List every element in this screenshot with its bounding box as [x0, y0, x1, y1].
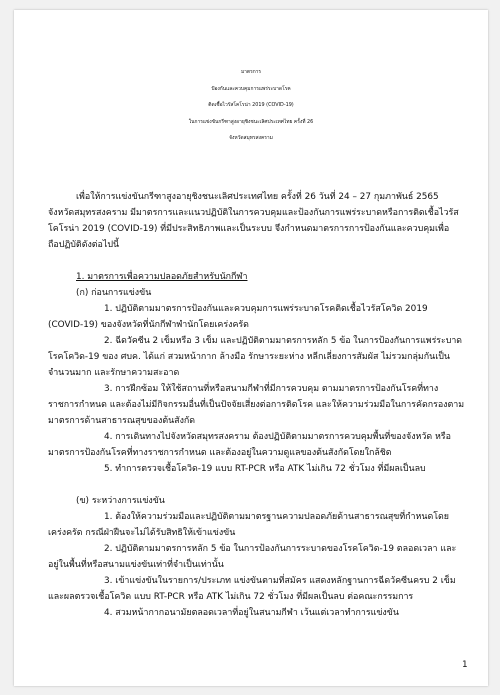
paragraph-line: 4. การเดินทางไปจังหวัดสมุทรสงคราม ต้องปฏิบัติตามมาตรการควบคุมพื้นที่ของจังหวัด หรือ — [104, 432, 451, 442]
paragraph-line: เคร่งครัด กรณีฝ่าฝืนจะไม่ได้รับสิทธิให้เข้าแข่งขัน — [48, 528, 236, 538]
intro-line: โคโรน่า 2019 (COVID-19) ที่มีประสิทธิภาพและเป็นระบบ จึงกำหนดมาตรการการป้องกันและควบคุมเพื่อ — [48, 224, 450, 234]
paragraph-line: 2. ฉีดวัคซีน 2 เข็มหรือ 3 เข็ม และปฏิบัติตามมาตรการหลัก 5 ข้อ ในการป้องกันการแพร่ระบาด — [104, 336, 462, 346]
paragraph-line: อยู่ในพื้นที่หรือสนามแข่งขันเท่าที่จำเป็นเท่านั้น — [48, 560, 224, 570]
document-page — [14, 10, 488, 686]
paragraph-line: 3. เข้าแข่งขันในรายการ/ประเภท แข่งขันตามที่สมัคร แสดงหลักฐานการฉีดวัคซีนครบ 2 เข็ม — [104, 576, 456, 586]
title-line-1: มาตรการ — [240, 69, 262, 75]
paragraph-line: 1. ต้องให้ความร่วมมือและปฏิบัติตามมาตรฐานความปลอดภัยด้านสาธารณสุขที่กำหนดโดย — [104, 512, 449, 522]
paragraph-line: จำนวนมาก และรักษาความสะอาด — [48, 368, 180, 378]
title-line-2: ป้องกันและควบคุมการแพร่ระบาดโรค — [211, 85, 291, 92]
document-title — [14, 64, 488, 147]
section-heading: 1. มาตรการเพื่อความปลอดภัยสำหรับนักกีฬา — [76, 272, 248, 282]
paragraph-line: มาตรการด้านสาธารณสุขของต้นสังกัด — [48, 416, 196, 426]
intro-line: เพื่อให้การแข่งขันกรีฑาสูงอายุชิงชนะเลิศประเทศไทย ครั้งที่ 26 วันที่ 24 – 27 กุมภาพันธ์ 2565 — [76, 192, 439, 202]
intro-line: จังหวัดสมุทรสงคราม มีมาตรการและแนวปฏิบัติในการควบคุมและป้องกันการแพร่ระบาดหรือการติดเชื้อไวรัส — [48, 208, 459, 218]
title-line-3: ติดเชื้อไวรัสโคโรน่า 2019 (COVID-19) — [208, 102, 294, 109]
paragraph-line: มาตรการป้องกันโรคที่ทางราชการกำหนด และต้องอยู่ในความดูแลของต้นสังกัดโดยใกล้ชิด — [48, 448, 392, 458]
title-line-5: จังหวัดสมุทรสงคราม — [229, 135, 273, 142]
paragraph-line: (COVID-19) ของจังหวัดที่นักกีฬาพำนักโดยเคร่งครัด — [48, 320, 249, 330]
intro-line: ถือปฏิบัติดังต่อไปนี้ — [48, 240, 120, 250]
subsection-heading: (ก) ก่อนการแข่งขัน — [76, 288, 152, 298]
paragraph-line: และผลตรวจเชื้อโควิด แบบ RT-PCR หรือ ATK ไม่เกิน 72 ชั่วโมง ที่มีผลเป็นลบ ต่อคณะกรรมการ — [48, 592, 414, 602]
paragraph-line: 5. ทำการตรวจเชื้อโควิด-19 แบบ RT-PCR หรือ ATK ไม่เกิน 72 ชั่วโมง ที่มีผลเป็นลบ — [104, 464, 426, 474]
paragraph-line: 3. การฝึกซ้อม ให้ใช้สถานที่หรือสนามกีฬาที่มีการควบคุม ตามมาตรการป้องกันโรคที่ทาง — [104, 384, 439, 394]
paragraph-line: 1. ปฏิบัติตามมาตรการป้องกันและควบคุมการแพร่ระบาดโรคติดเชื้อไวรัสโควิด 2019 — [104, 304, 428, 314]
title-line-4: ในการแข่งขันกรีฑาสูงอายุชิงชนะเลิศประเทศไทย ครั้งที่ 26 — [188, 118, 314, 125]
subsection-heading: (ข) ระหว่างการแข่งขัน — [76, 496, 165, 506]
paragraph-line: ราชการกำหนด และต้องไม่มีกิจกรรมอื่นที่เป็นปัจจัยเสี่ยงต่อการติดโรค และให้ความร่วมมือในการคัดกรองตาม — [48, 400, 465, 410]
paragraph-line: 4. สวมหน้ากากอนามัยตลอดเวลาที่อยู่ในสนามกีฬา เว้นแต่เวลาทำการแข่งขัน — [104, 608, 399, 618]
paragraph-line: 2. ปฏิบัติตามมาตรการหลัก 5 ข้อ ในการป้องกันการระบาดของโรคโควิด-19 ตลอดเวลา และ — [104, 544, 457, 554]
page-number: 1 — [462, 660, 468, 670]
paragraph-line: โรคโควิด-19 ของ ศบค. ได้แก่ สวมหน้ากาก ล้างมือ รักษาระยะห่าง หลีกเลี่ยงการสัมผัส ไม่รวมกลุ่มกันเป็น — [48, 352, 450, 362]
